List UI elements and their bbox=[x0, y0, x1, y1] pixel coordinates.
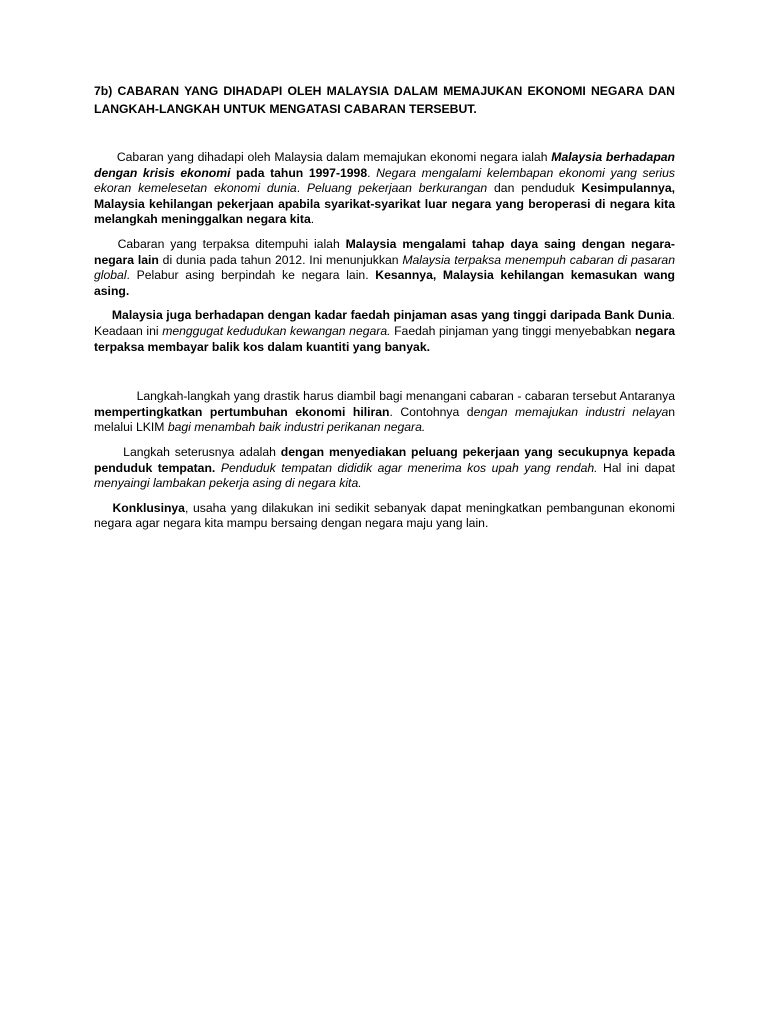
document-page bbox=[94, 82, 675, 532]
text-run: Hal ini dapat bbox=[597, 460, 676, 475]
paragraph-step-job-opportunities bbox=[94, 445, 675, 492]
text-run: . Pelabur asing berpindah ke negara lain. bbox=[126, 268, 376, 283]
text-run: . bbox=[296, 181, 307, 196]
text-run: Negara mengalami kelembapan ekonomi yang serius ekoran kemelesetan ekonomi dunia bbox=[94, 165, 675, 196]
text-run: Langkah seterusnya adalah bbox=[94, 444, 281, 459]
text-run: . Contohnya d bbox=[389, 404, 474, 419]
text-run: Faedah pinjaman yang tinggi menyebabkan bbox=[390, 323, 636, 338]
text-run: . bbox=[310, 212, 315, 227]
text-run: menggugat kedudukan kewangan negara. bbox=[162, 323, 391, 338]
text-run: Konklusinya bbox=[112, 500, 185, 515]
text-run: menyaingi lambakan pekerja asing di negara kita. bbox=[94, 476, 362, 491]
text-run: bagi menambah baik industri perikanan negara. bbox=[167, 420, 426, 435]
text-run: Malaysia berhadapan dengan krisis ekonomi bbox=[94, 150, 675, 180]
text-run: dan penduduk bbox=[487, 181, 582, 196]
text-run: mempertingkatkan pertumbuhan ekonomi hiliran bbox=[94, 404, 390, 419]
text-run: Malaysia mengalami tahap daya saing dengan negara-negara lain bbox=[94, 236, 675, 267]
paragraph-challenge-competitiveness bbox=[94, 237, 675, 299]
text-run: n melalui LKIM bbox=[94, 404, 675, 435]
text-run: Langkah-langkah yang drastik harus diambil bagi menangani cabaran - cabaran tersebut Antaranya bbox=[94, 389, 675, 404]
text-run: Malaysia juga berhadapan dengan kadar faedah pinjaman asas yang tinggi daripada Bank Dunia bbox=[111, 308, 672, 323]
document-title: 7b) CABARAN YANG DIHADAPI OLEH MALAYSIA DALAM MEMAJUKAN EKONOMI NEGARA DAN LANGKAH-LANGKAH UNTUK MENGATASI CABARAN TERSEBUT. bbox=[94, 84, 675, 116]
text-run: Cabaran yang dihadapi oleh Malaysia dalam memajukan ekonomi negara ialah bbox=[94, 150, 552, 164]
text-run: dengan menyediakan peluang pekerjaan yang secukupnya kepada penduduk tempatan. bbox=[94, 444, 676, 475]
paragraph-conclusion bbox=[94, 501, 675, 532]
text-run: . Keadaan ini bbox=[94, 308, 675, 338]
text-run: engan memajukan industri nelaya bbox=[473, 404, 669, 419]
text-run: , usaha yang dilakukan ini sedikit sebanyak dapat meningkatkan pembangunan ekonomi negara agar negara kita mampu bersaing dengan negara maju yang lain. bbox=[94, 500, 675, 531]
text-run: Penduduk tempatan dididik agar menerima kos upah yang rendah. bbox=[220, 460, 598, 475]
text-run: . bbox=[367, 165, 377, 180]
paragraph-challenge-economic-crisis bbox=[94, 150, 675, 228]
text-run: Peluang pekerjaan berkurangan bbox=[306, 181, 488, 196]
text-run bbox=[94, 308, 112, 322]
text-run: Malaysia terpaksa menempuh cabaran di pasaran global bbox=[94, 252, 675, 283]
text-run: Kesannya, Malaysia kehilangan kemasukan wang asing. bbox=[94, 268, 676, 298]
text-run: pada tahun 1997-1998 bbox=[230, 165, 368, 180]
text-run: Kesimpulannya, Malaysia kehilangan pekerjaan apabila syarikat-syarikat luar negara yang beroperasi di negara kita melangkah meninggalkan negara kita bbox=[94, 181, 675, 227]
paragraph-challenge-interest-rate bbox=[94, 308, 675, 355]
paragraph-step-downstream-economy bbox=[94, 389, 675, 436]
text-run: di dunia pada tahun 2012. Ini menunjukkan bbox=[158, 252, 403, 267]
text-run bbox=[94, 501, 113, 515]
text-run: negara terpaksa membayar balik kos dalam kuantiti yang banyak. bbox=[94, 323, 675, 354]
text-run: Cabaran yang terpaksa ditempuhi ialah bbox=[94, 236, 346, 251]
